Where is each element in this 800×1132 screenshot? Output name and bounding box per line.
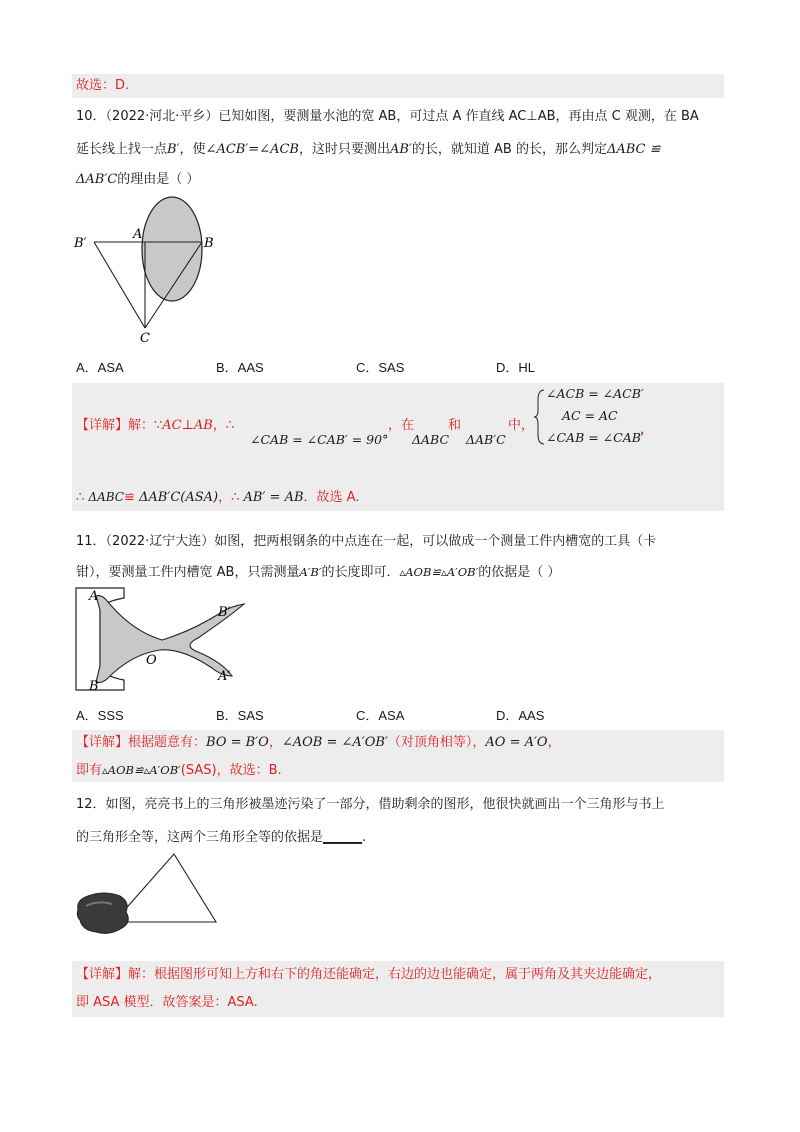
q10-system-eq2: AC = AC	[562, 408, 618, 423]
label-a: A	[133, 227, 143, 242]
label-a: A	[89, 589, 99, 604]
q10-option-b: B．AAS	[216, 360, 264, 375]
q12-answer-blank: ______	[323, 830, 363, 845]
q10-option-d: D．HL	[496, 360, 536, 375]
q11-option-a: A．SSS	[76, 708, 124, 723]
q12-figure	[74, 850, 224, 940]
q11-option-b: B．SAS	[216, 708, 264, 723]
q10-middle: 中，	[508, 418, 535, 433]
q10-system-eq1: ∠ACB = ∠ACB′	[546, 386, 644, 401]
q10-line2: 延长线上找一点B′，使∠ACB′=∠ACB，这时只要测出AB′的长，就知道 AB 的长，那么判定ΔABC ≌	[76, 142, 661, 157]
q12-solution-line2: 即 ASA 模型．故答案是：ASA.	[76, 995, 258, 1010]
q12-line1: 12．如图，亮亮书上的三角形被墨迹污染了一部分，借助剩余的图形，他很快就画出一个三角形与书上	[76, 797, 665, 812]
q10-system-brace	[534, 388, 546, 446]
ink-blot	[77, 893, 128, 933]
label-bprime: B′	[74, 236, 87, 251]
q11-line1: 11．（2022·辽宁大连）如图，把两根钢条的中点连在一起，可以做成一个测量工件内槽宽的工具（卡	[76, 534, 657, 549]
q11-figure	[72, 586, 252, 694]
q10-tri2: ΔAB′C	[466, 432, 506, 447]
label-aprime: A′	[218, 669, 231, 684]
q10-option-c: C．SAS	[356, 360, 405, 375]
prev-answer: 故选：D.	[76, 78, 130, 93]
label-c: C	[140, 331, 150, 346]
q10-comma: ，	[640, 422, 654, 437]
q10-figure	[70, 190, 240, 350]
q10-system-eq3: ∠CAB = ∠CAB′	[546, 430, 644, 445]
q12-line2: 的三角形全等，这两个三角形全等的依据是______.	[76, 830, 367, 845]
q10-and: 和	[448, 418, 462, 433]
label-o: O	[146, 653, 157, 668]
q10-line1: 10．（2022·河北·平乡）已知如图，要测量水池的宽 AB，可过点 A 作直线 AC⊥AB，再由点 C 观测，在 BA	[76, 109, 699, 124]
label-bprime: B′	[218, 605, 231, 620]
q10-line3: ΔAB′C的理由是（ ）	[76, 172, 200, 187]
q10-tri1: ΔABC	[412, 432, 450, 447]
label-b: B	[89, 679, 99, 694]
q11-option-d: D．AAS	[496, 708, 545, 723]
q10-solution-line2: ∴ ΔABC≌ ΔAB′C(ASA)，∴ AB′ = AB．故选 A.	[76, 490, 360, 505]
partial-triangle	[114, 854, 216, 922]
prev-answer-box	[72, 74, 724, 98]
q11-line2: 钳），要测量工件内槽宽 AB，只需测量A′B′的长度即可．▵AOB≌▵A′OB′的依据是（ ）	[76, 565, 561, 580]
q10-in: ，在	[388, 418, 415, 433]
q10-angle-eq: ∠CAB = ∠CAB′ = 90°	[250, 432, 389, 447]
q12-solution-line1: 【详解】解：根据图形可知上方和右下的角还能确定，右边的边也能确定，属于两角及其夹边能确定，	[76, 967, 662, 982]
line-bprime-c	[94, 242, 145, 328]
pond-ellipse	[142, 197, 202, 301]
q11-solution-line1: 【详解】根据题意有：BO = B′O，∠AOB = ∠A′OB′（对顶角相等），AO = A′O，	[76, 735, 561, 750]
q11-solution-line2: 即有▵AOB≌▵A′OB′(SAS)，故选：B.	[76, 763, 282, 778]
label-b: B	[204, 236, 214, 251]
q10-option-a: A．ASA	[76, 360, 124, 375]
q10-solution-line1: 【详解】解：∵AC⊥AB，∴	[76, 418, 235, 433]
q11-option-c: C．ASA	[356, 708, 405, 723]
